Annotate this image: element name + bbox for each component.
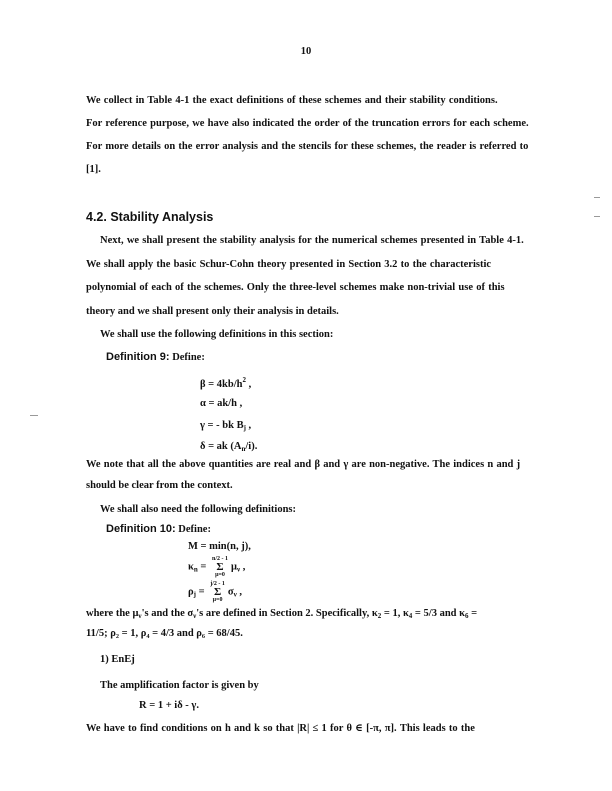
- eq-delta: δ = ak $(A_n/i)$.: [200, 441, 258, 453]
- use-defs-text: We shall use the following definitions in this section:: [100, 329, 334, 340]
- definition-9-text: Define:: [172, 352, 205, 363]
- intro-line: We collect in Table 4-1 the exact definitions of these schemes and their stability conditions.: [86, 95, 498, 106]
- margin-mark: [594, 197, 600, 198]
- where-line-2: 11/5; ρ₂ = 1, ρ₄ = 4/3 and ρ₆ = 68/45.: [86, 628, 243, 639]
- definition-9-label: Definition 9:: [106, 351, 170, 363]
- page-number: 10: [300, 46, 312, 57]
- definition-10-text: Define:: [178, 524, 211, 535]
- margin-mark: [30, 415, 38, 416]
- intro-line: For more details on the error analysis and the stencils for these schemes, the reader is referred to: [86, 141, 529, 152]
- eq-rho: $\rho_j = j/2 - 1$ Σ $\mu=0\sigma_\nu$ ,: [188, 581, 242, 603]
- intro-line: For reference purpose, we have also indicated the order of the truncation errors for each scheme.: [86, 118, 529, 129]
- amplification-text: The amplification factor is given by: [100, 680, 259, 691]
- para-line: Next, we shall present the stability analysis for the numerical schemes presented in Table 4-1.: [100, 235, 524, 246]
- eq-alpha: α = ak/h ,: [200, 398, 243, 409]
- definition-10-label: Definition 10:: [106, 523, 176, 535]
- para-line: theory and we shall present only their analysis in details.: [86, 306, 339, 317]
- definition-10: [106, 522, 546, 537]
- section-heading: 4.2. Stability Analysis: [86, 210, 214, 224]
- note-line: We note that all the above quantities are real and β and γ are non-negative. The indices n and j: [86, 459, 521, 470]
- sum-symbol: j/2 - 1 Σ μ=0: [210, 581, 225, 603]
- last-line: We have to find conditions on h and k so that |R| ≤ 1 for θ ∈ [-π, π]. This leads to the: [86, 723, 475, 734]
- sum-symbol: n/2 - 1 Σ μ=0: [211, 556, 228, 578]
- where-line: where the $\mu_\nu's$ and the $\sigma_\nu's$ are defined in Section 2. Specifically, $\kappa_2 = 1$, $\kappa_4 = 5/3$ and $\kappa_6$ =: [86, 608, 478, 620]
- eq-beta: $\beta = 4kb/h^2$ ,: [200, 376, 252, 390]
- note-line: should be clear from the context.: [86, 480, 233, 491]
- para-line: polynomial of each of the schemes. Only the three-level schemes make non-trivial use of this: [86, 282, 505, 293]
- eq-gamma: γ = - bk $B_j$ ,: [200, 420, 252, 432]
- intro-line: [1].: [86, 164, 101, 175]
- eq-M: M = min(n, j),: [188, 541, 251, 552]
- eq-R: R = 1 + iδ - γ.: [139, 700, 199, 711]
- eq-kappa: $\kappa_n = n/2 - 1$ Σ $\mu=0\mu_\nu$ ,: [188, 556, 246, 578]
- definition-9: [106, 350, 546, 365]
- para-line: We shall apply the basic Schur-Cohn theory presented in Section 3.2 to the characteristic: [86, 259, 492, 270]
- margin-mark: [594, 216, 600, 217]
- case-1-heading: 1) EnEj: [100, 654, 135, 665]
- also-need-text: We shall also need the following definitions:: [100, 504, 297, 515]
